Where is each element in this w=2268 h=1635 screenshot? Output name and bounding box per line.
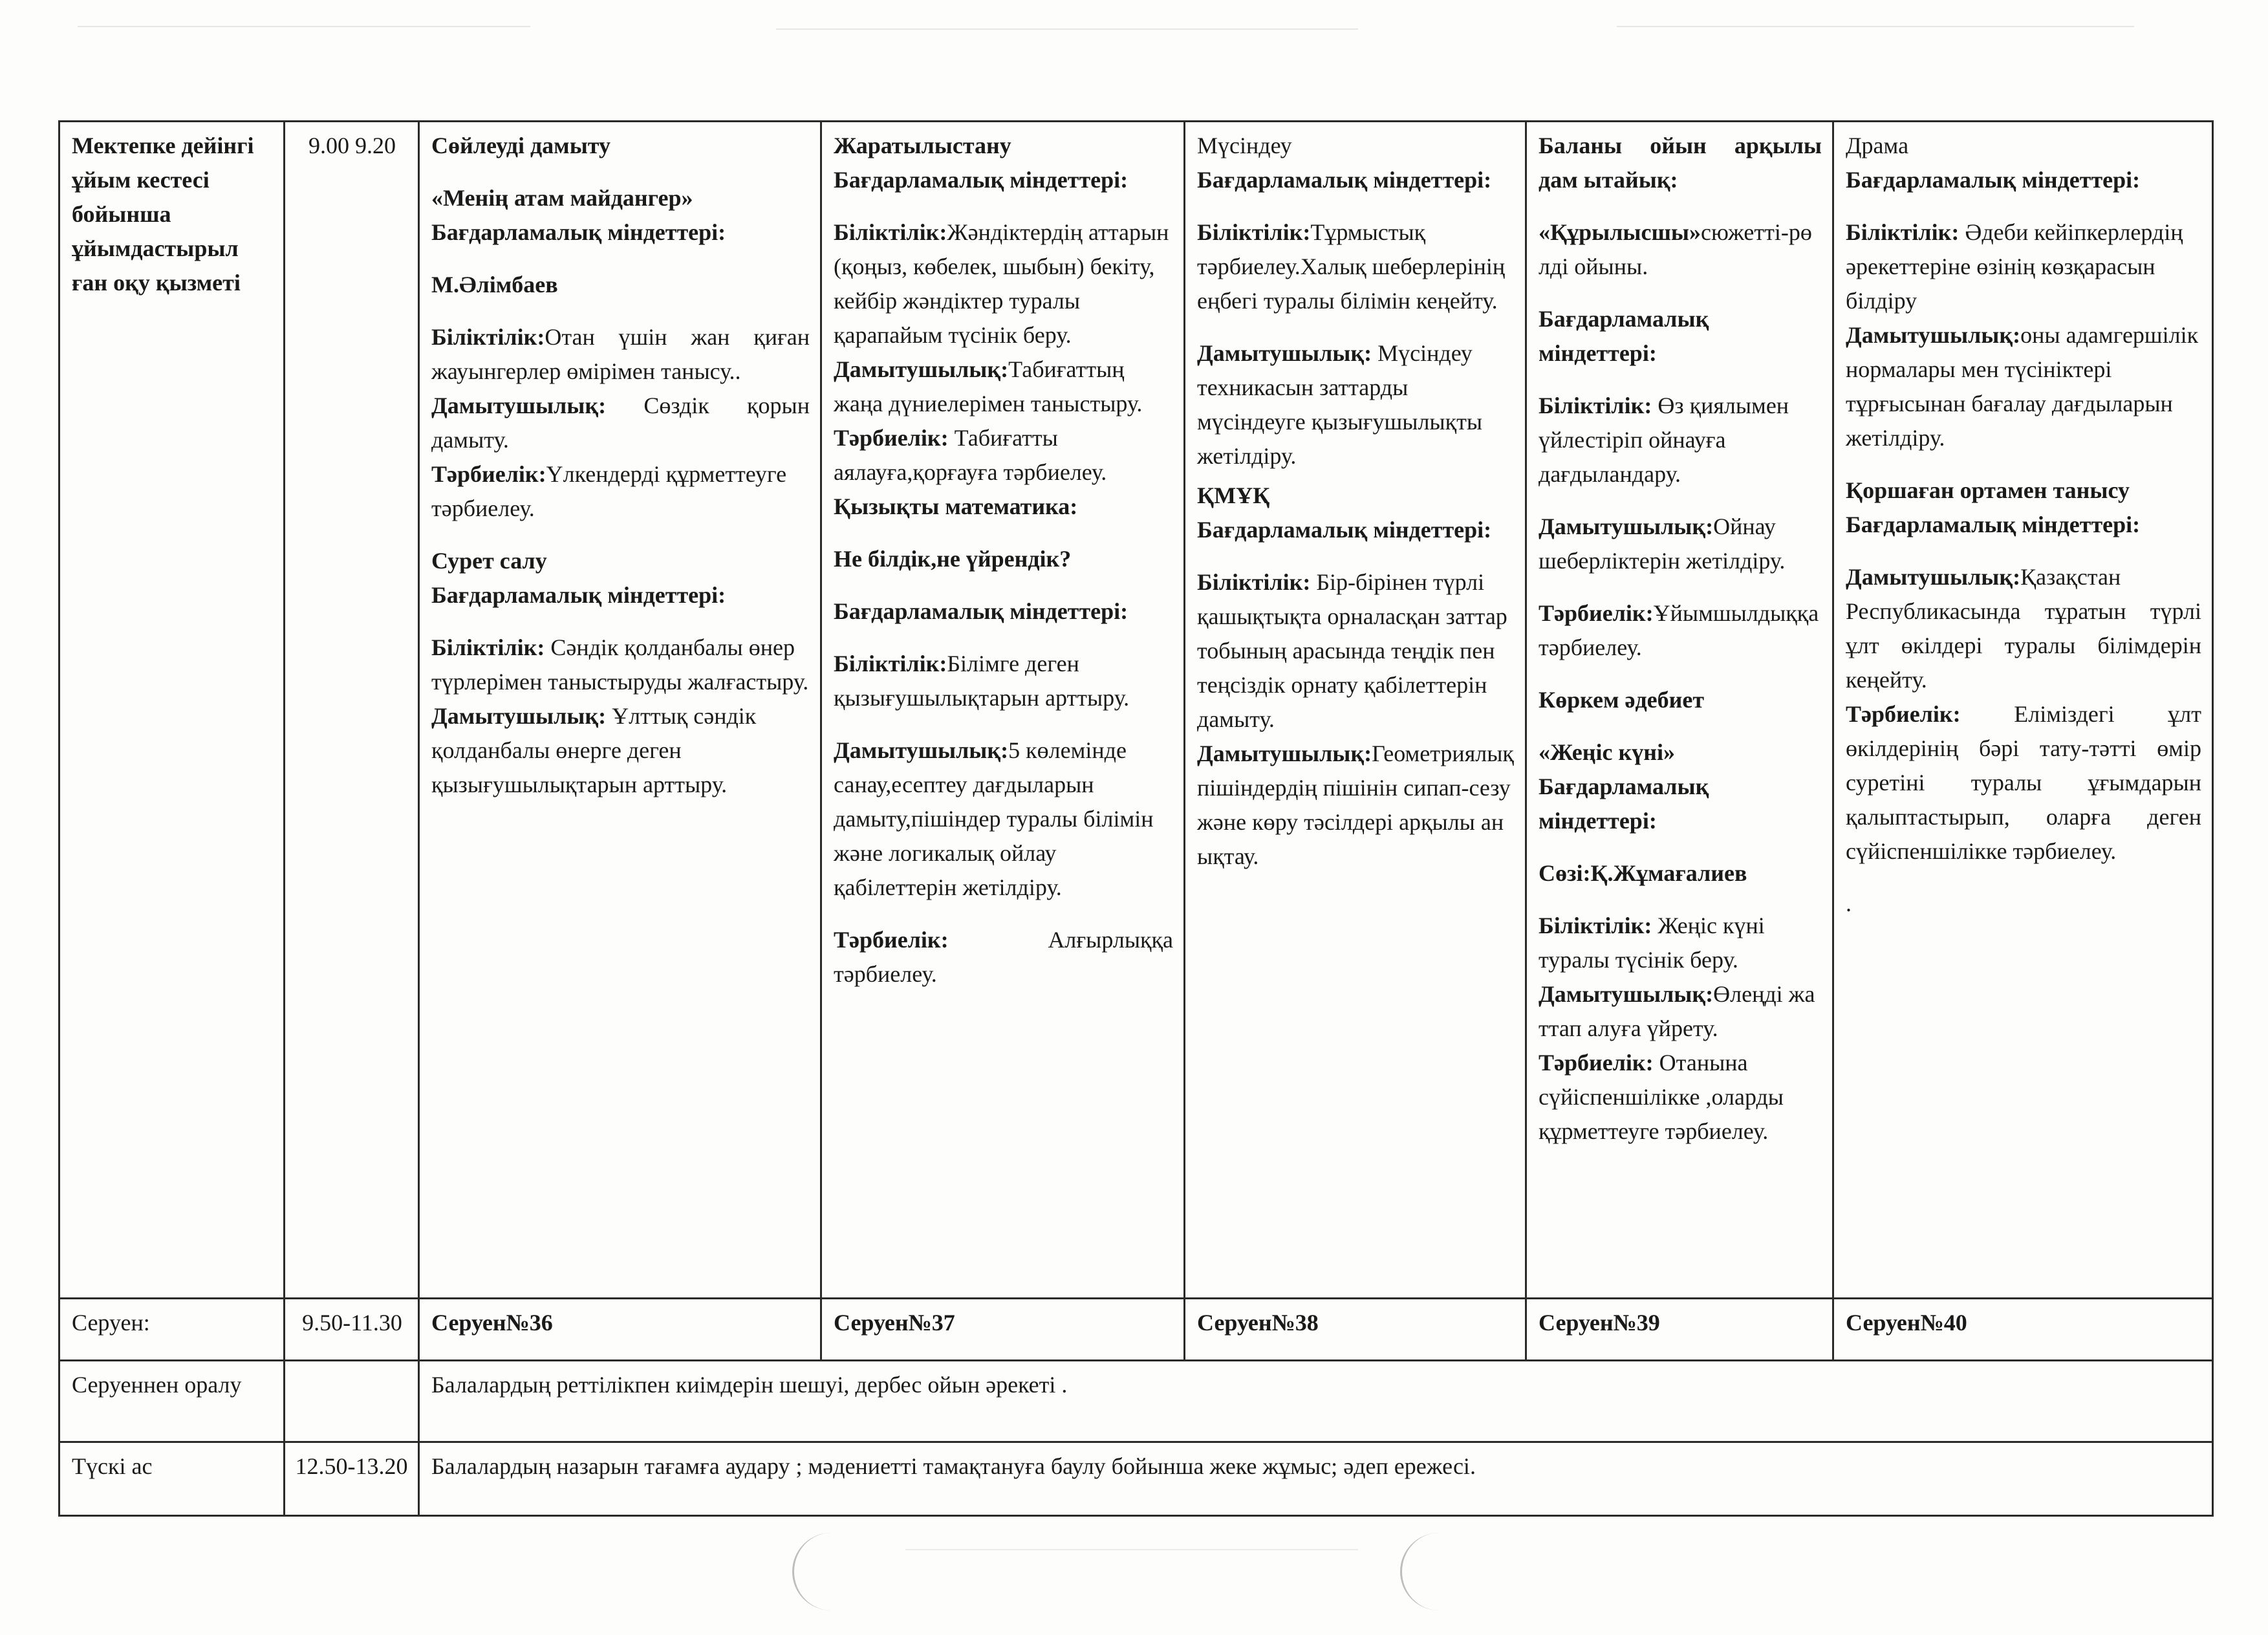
lesson-title: Сурет салу [431,548,547,574]
goal-line: Біліктілік: Әдеби кейіпкерлердің әрекеттеріне өзінің көзқарасын білдіру [1846,219,2183,314]
goal-line: Дамытушылық:Ойнау шеберліктерін жетілдіру. [1539,514,1786,574]
scan-artifact-line [905,1549,1358,1550]
goal-line: Тәрбиелік:Үлкендерді құрметтеуге тәрбиелеу. [431,461,787,521]
lesson-title: ҚМҰҚ [1197,482,1270,508]
walk-day-1 [419,1299,821,1361]
return-activity [419,1361,2213,1442]
tasks-heading: Бағдарламалық міндеттері: [1539,306,1709,366]
goal-line: Біліктілік:Жәндіктердің аттарын (қоңыз, көбелек, шыбын) бекіту, кейбір жәндіктер туралы қарапайым түсінік беру. [834,219,1169,348]
row-time-return [285,1361,419,1442]
goal-line: Дамытушылық:Өлеңді жаттап алуға үйрету. [1539,981,1815,1041]
day-2-cell [821,122,1185,1299]
day-1-cell [419,122,821,1299]
goal-line: Біліктілік: Өз қиялымен үйлестіріп ойнауға дағдыландару. [1539,393,1789,487]
lesson-title: Баланы ойын арқылы дам ытайық: [1539,133,1822,193]
walk-day-4 [1526,1299,1833,1361]
tasks-heading: Бағдарламалық міндеттері: [431,582,726,608]
goal-line: Дамытушылық:Табиғаттың жаңа дүниелерімен таныстыру. [834,356,1143,417]
row-label-return [59,1361,285,1442]
goal-line: Тәрбиелік:Ұйымшылдыққа тәрбиелеу. [1539,600,1819,660]
row-label-activities [59,122,285,1299]
scan-artifact-line [776,28,1358,30]
lesson-title: Жаратылыстану [834,133,1011,158]
lesson-title: Драма [1846,133,1909,158]
row-label-walk [59,1299,285,1361]
goal-line: Дамытушылық:Қазақстан Республикасында тұратын түрлі ұлт өкілдері туралы білімдерін кеңейту. [1846,564,2201,693]
goal-line: Біліктілік:Тұрмыстық тәрбиелеу.Халық шеберлерінің еңбегі туралы білімін кеңейту. [1197,219,1506,314]
goal-line: Біліктілік: Бір-бірінен түрлі қашықтықта орналасқан заттар тобының арасында теңдік пен теңсіздік орнату қабілеттерін дамыту. [1197,569,1507,732]
goal-line: Дамытушылық: Мүсіндеу техникасын заттарды мүсіндеуге қызығушылықты жетілдіру. [1197,340,1483,469]
row-time-lunch [285,1442,419,1516]
lesson-title: Қоршаған ортамен танысу [1846,477,2130,503]
scan-artifact-arc [1400,1533,1441,1610]
lunch-label: Түскі ас [72,1453,153,1479]
walk-number: Серуен№38 [1197,1310,1319,1336]
goal-line: Тәрбиелік: Отанына сүйіспеншілікке ,оларды құрметтеуге тәрбиелеу. [1539,1050,1784,1144]
lesson-title: Көркем әдебиет [1539,687,1705,713]
lunch-time: 12.50-13.20 [295,1453,408,1479]
day-5-cell [1833,122,2213,1299]
goal-line: Біліктілік:Отан үшін жан қиған жауынгерлер өмірімен танысу.. [431,324,810,384]
tasks-heading: Бағдарламалық міндеттері: [431,219,726,245]
goal-line: Тәрбиелік: Еліміздегі ұлт өкілдерінің бәрі тату-тәтті өмір суретіні туралы ұғымдарын қалыптастырып, оларға деген сүйіспеншілікке тәрбиелеу. [1846,701,2201,864]
lunch-text: Балалардың назарын тағамға аудару ; мәдениетті тамақтануға баулу бойынша жеке жұмыс; әдеп ережесі. [431,1453,1476,1479]
scan-artifact-line [1617,26,2134,27]
scan-artifact-arc [792,1533,833,1610]
lesson-topic: «Жеңіс күні» [1539,739,1675,765]
return-text: Балалардың реттілікпен киімдерін шешуі, дербес ойын әрекеті . [431,1372,1068,1398]
lunch-activity [419,1442,2213,1516]
goal-line: Дамытушылық:оны адамгершілік нормалары мен түсініктері тұрғысынан бағалау дағдыларын жетілдіру. [1846,322,2199,451]
tasks-heading: Бағдарламалық міндеттері: [834,167,1129,193]
table-row-lunch [59,1442,2213,1516]
return-label: Серуеннен оралу [72,1372,242,1398]
trailing-dot: . [1846,891,1852,916]
lesson-topic: Не білдік,не үйрендік? [834,546,1072,572]
goal-line: Біліктілік: Жеңіс күні туралы түсінік беру. [1539,913,1765,973]
goal-line: Дамытушылық:Геометриялық пішіндердің пішінін сипап-сезу және көру тәсілдері арқылы анықтау. [1197,741,1514,869]
tasks-heading: Бағдарламалық міндеттері: [1846,512,2141,537]
goal-line: Тәрбиелік: Табиғатты аялауға,қорғауға тәрбиелеу. [834,425,1107,485]
row-time-walk [285,1299,419,1361]
goal-line: Тәрбиелік: Алғырлыққа тәрбиелеу. [834,927,1173,987]
table-row-walk [59,1299,2213,1361]
lesson-author: М.Әлімбаев [431,272,558,298]
walk-day-2 [821,1299,1185,1361]
walk-time: 9.50-11.30 [302,1310,402,1336]
day-4-cell [1526,122,1833,1299]
walk-number: Серуен№36 [431,1310,553,1336]
row-label-lunch [59,1442,285,1516]
walk-label: Серуен: [72,1310,150,1336]
goal-line: Біліктілік:Білімге деген қызығушылықтарын арттыру. [834,651,1130,711]
lesson-title: Мүсіндеу [1197,133,1292,158]
walk-number: Серуен№39 [1539,1310,1660,1336]
walk-number: Серуен№40 [1846,1310,1967,1336]
schedule-table [58,120,2214,1517]
table-row-activities [59,122,2213,1299]
goal-line: Біліктілік: Сәндік қолданбалы өнер түрлерімен таныстыруды жалғастыру. [431,634,809,695]
goal-line: Дамытушылық: Ұлттық сәндік қолданбалы өнерге деген қызығушылықтарын арттыру. [431,703,757,797]
activity-time: 9.00 9.20 [308,133,396,158]
goal-line: Дамытушылық:5 көлемінде санау,есептеу дағдыларын дамыту,пішіндер туралы білімін және логикалық ойлау қабілеттерін жетілдіру. [834,737,1154,900]
tasks-heading: Бағдарламалық міндеттері: [1846,167,2141,193]
tasks-heading: Бағдарламалық міндеттері: [1197,517,1492,543]
scan-artifact-line [78,26,530,27]
walk-number: Серуен№37 [834,1310,955,1336]
activity-row-label: Мектепке дейінгі ұйым кестесі бойынша ұйымдастырыл ған оқу қызметі [72,133,254,296]
lesson-title: Қызықты математика: [834,493,1078,519]
walk-day-5 [1833,1299,2213,1361]
tasks-heading: Бағдарламалық міндеттері: [1197,167,1492,193]
lesson-title: Сөйлеуді дамыту [431,133,611,158]
tasks-heading: Бағдарламалық міндеттері: [1539,774,1709,834]
lesson-author: Сөзі:Қ.Жұмағалиев [1539,860,1747,886]
row-time-activities [285,122,419,1299]
tasks-heading: Бағдарламалық міндеттері: [834,598,1129,624]
lesson-topic: «Құрылысшы»сюжеттi-рөлді ойыны. [1539,219,1812,279]
goal-line: Дамытушылық: Сөздік қорын дамыту. [431,393,810,453]
lesson-topic: «Менің атам майдангер» [431,185,693,211]
walk-day-3 [1185,1299,1526,1361]
table-row-return [59,1361,2213,1442]
day-3-cell [1185,122,1526,1299]
